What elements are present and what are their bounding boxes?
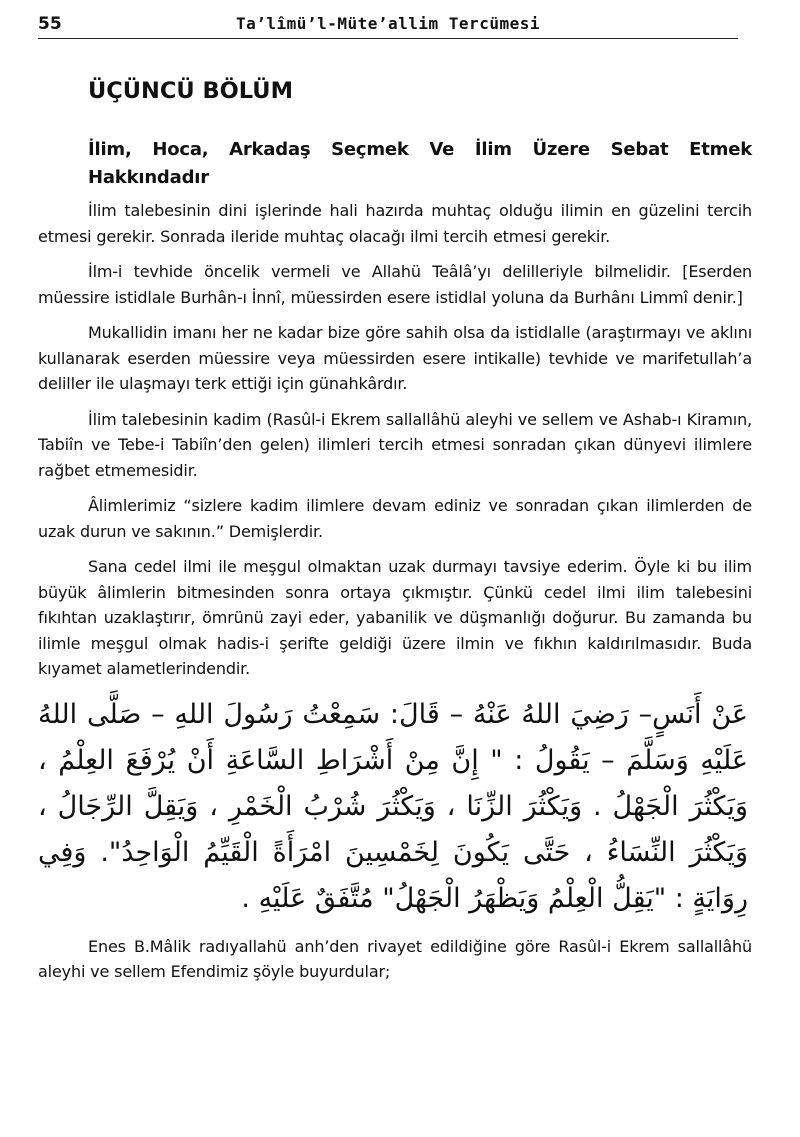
running-title: Ta’lîmü’l-Müte’allim Tercümesi bbox=[236, 14, 540, 33]
paragraph: İlim talebesinin dini işlerinde hali hazırda muhtaç olduğu ilimin en güzelini tercih etmesi gerekir. Sonrada ileride muhtaç olacağı ilmi tercih etmesi gerekir. bbox=[38, 201, 752, 246]
arabic-hadith: عَنْ أَنَسٍ– رَضِيَ اللهُ عَنْهُ – قَالَ: سَمِعْتُ رَسُولَ اللهِ – صَلَّى اللهُ عَلَيْهِ وَسَلَّمَ – يَقُولُ : " إِنَّ مِنْ أَشْرَاطِ السَّاعَةِ أَنْ يُرْفَعَ العِلْمُ ، وَيَكْثُرَ الْجَهْلُ . وَيَكْثُرَ الزِّنَا ، وَيَكْثُرَ شُرْبُ الْخَمْرِ ، وَيَقِلَّ الرِّجَالُ ، وَيَكْثُرَ النِّسَاءُ ، حَتَّى يَكُونَ لِخَمْسِينَ امْرَأَةً الْقَيِّمُ الْوَاحِدُ". وَفِي رِوَايَةٍ : "يَقِلُّ الْعِلْمُ وَيَظْهَرُ الْجَهْلُ" مُتَّفَقٌ عَلَيْهِ . bbox=[38, 698, 748, 914]
paragraph: İlim talebesinin kadim (Rasûl-i Ekrem sallallâhü aleyhi ve sellem ve Ashab-ı Kiramın, Tabiîn ve Tebe-i Tabiîn’den gelen) ilimleri tercih etmesi sonradan çıkan dünyevi ilimlere rağbet etmemesidir. bbox=[38, 409, 752, 480]
paragraph: Âlimlerimiz “sizlere kadim ilimlere devam ediniz ve sonradan çıkan ilimlerden de uzak durun ve sakının.” Demişlerdir. bbox=[38, 496, 752, 541]
paragraph: Sana cedel ilmi ile meşgul olmaktan uzak durmayı tavsiye ederim. Öyle ki bu ilim büyük âlimlerin bitmesinden sonra ortaya çıkmıştır. Çünkü cedel ilmi ilim talebesini fıkıhtan uzaklaştırır, ömrünü zayi eder, yabanilik ve düşmanlığı doğurur. Bu zamanda bu ilimle meşgul olmak hadis-i şerifte geldiği üzere ilmin ve fıkhın kaldırılmasıdır. Buda kıyamet alametlerindendir. bbox=[38, 557, 752, 678]
page-number: 55 bbox=[38, 14, 62, 34]
paragraph: İlm-i tevhide öncelik vermeli ve Allahü Teâlâ’yı delilleriyle bilmelidir. [Eserden müessire istidlale Burhân-ı İnnî, müessirden esere istidlal yoluna da Burhânı Limmî denir.] bbox=[38, 262, 752, 307]
section-title: İlim, Hoca, Arkadaş Seçmek Ve İlim Üzere Sebat Etmek Hakkındadır bbox=[88, 139, 752, 188]
page-body bbox=[38, 76, 752, 985]
closing-paragraph: Enes B.Mâlik radıyallahü anh’den rivayet edildiğine göre Rasûl-i Ekrem sallallâhü aleyhi ve sellem Efendimiz şöyle buyurdular; bbox=[38, 936, 752, 981]
paragraph: Mukallidin imanı her ne kadar bize göre sahih olsa da istidlalle (araştırmayı ve aklını kullanarak eserden müessire veya müessirden esere intikalle) tevhide ve marifetullah’a deliller ile ulaşmayı terk ettiği için günahkârdır. bbox=[38, 323, 752, 393]
chapter-title: ÜÇÜNCÜ BÖLÜM bbox=[88, 78, 293, 104]
page-header bbox=[38, 8, 738, 39]
